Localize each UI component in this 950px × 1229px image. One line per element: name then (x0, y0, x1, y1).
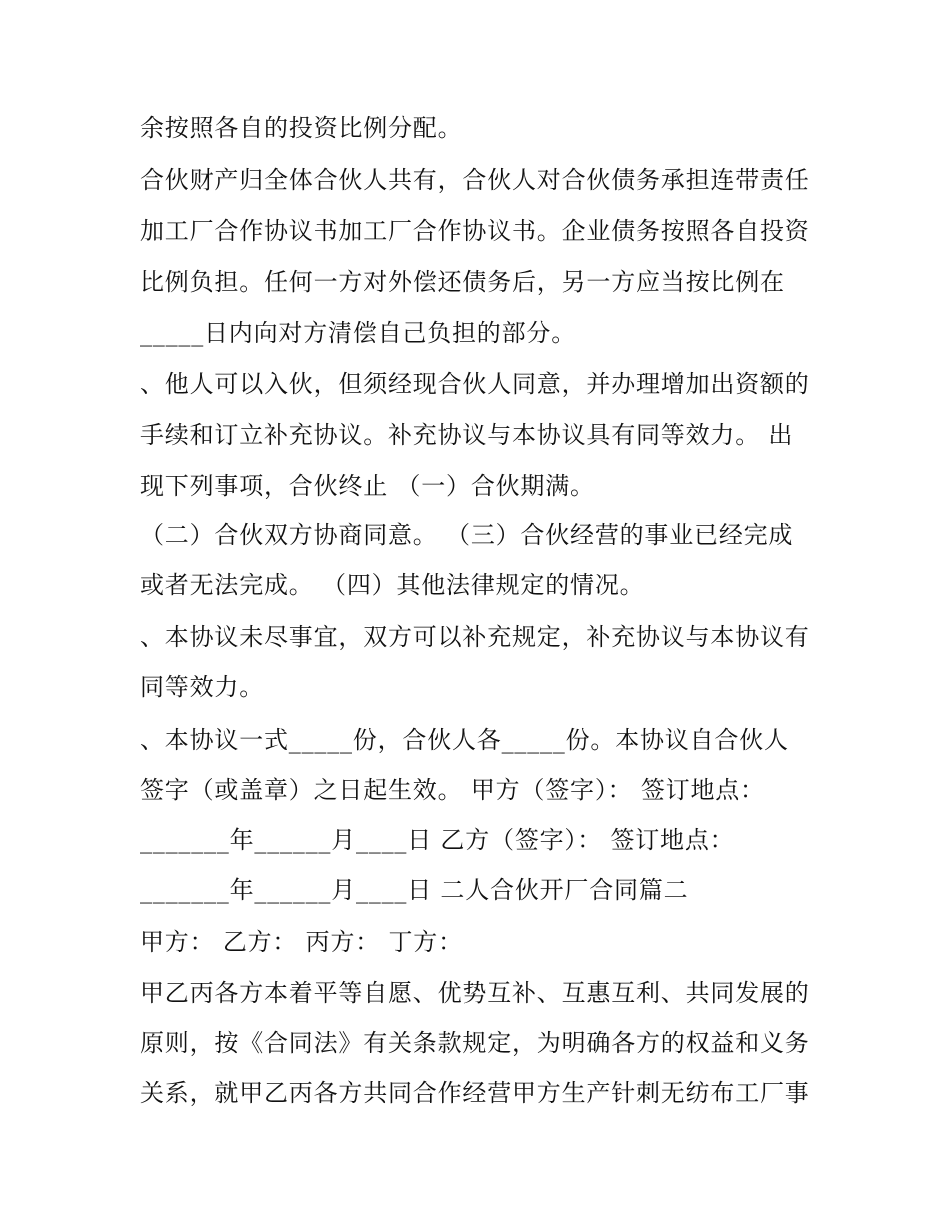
text-line: 、本协议未尽事宜，双方可以补充规定，补充协议与本协议有 (140, 623, 810, 651)
text-line: 现下列事项，合伙终止 （一）合伙期满。 (140, 472, 595, 500)
text-line: 甲乙丙各方本着平等自愿、优势互补、互惠互利、共同发展的 (140, 979, 810, 1007)
text-line: 或者无法完成。 （四）其他法律规定的情况。 (140, 571, 645, 599)
text-line: _______年______月____日 二人合伙开厂合同篇二 (140, 876, 689, 904)
text-line: 同等效力。 (140, 673, 264, 701)
text-line: 、他人可以入伙，但须经现合伙人同意，并办理增加出资额的 (140, 370, 810, 398)
text-line: 手续和订立补充协议。补充协议与本协议具有同等效力。 出 (140, 421, 794, 449)
text-line: 合伙财产归全体合伙人共有，合伙人对合伙债务承担连带责任 (140, 166, 810, 194)
text-line: 关系，就甲乙丙各方共同合作经营甲方生产针刺无纺布工厂事 (140, 1079, 810, 1107)
text-line: 余按照各自的投资比例分配。 (140, 114, 463, 142)
text-line: 、本协议一式_____份，合伙人各_____份。本协议自合伙人 (140, 726, 789, 754)
text-line: 甲方： 乙方： 丙方： 丁方： (140, 928, 463, 956)
text-line: _____日内向对方清偿自己负担的部分。 (140, 319, 576, 347)
text-line: （二）合伙双方协商同意。 （三）合伙经营的事业已经完成 (140, 521, 794, 549)
text-line: _______年______月____日 乙方（签字）： 签订地点： (140, 826, 735, 854)
text-line: 比例负担。任何一方对外偿还债务后，另一方应当按比例在 (140, 268, 785, 296)
text-line: 加工厂合作协议书加工厂合作协议书。企业债务按照各自投资 (140, 217, 810, 245)
text-line: 原则，按《合同法》有关条款规定，为明确各方的权益和义务 (140, 1029, 810, 1057)
text-line: 签字（或盖章）之日起生效。 甲方（签字）： 签订地点： (140, 776, 765, 804)
